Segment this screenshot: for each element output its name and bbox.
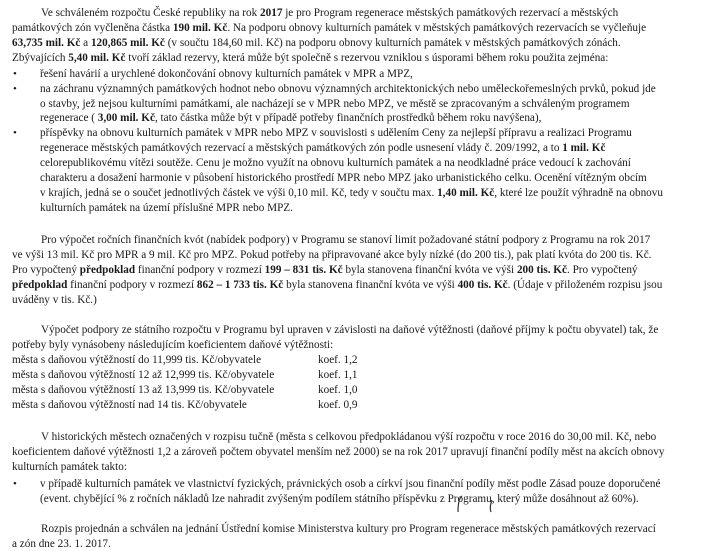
para1-line2: památkových zón vyčleněna částka 190 mil. Kč. Na podporu obnovy kulturních památek v městských památkových rezervacích se vyčleňuje xyxy=(12,22,647,34)
para1-line4: Zbývajících 5,40 mil. Kč tvoří základ rezervy, která může být společně s rezervou vzniklou s úsporami během roku použita zejména: xyxy=(12,52,609,64)
bullet-symbol: • xyxy=(13,83,17,95)
para3-line1: Výpočet podpory ze státního rozpočtu v Programu byl upraven v závislosti na daňové výtěžnosti (daňové příjmy k počtu obyvatel) tak, že xyxy=(41,324,659,336)
para4-line3: kulturních památek takto: xyxy=(12,461,127,473)
coef-row-value: koef. 1,1 xyxy=(318,369,358,381)
para1-line3: 63,735 mil. Kč a 120,865 mil. Kč (v součtu 184,60 mil. Kč) na podporu obnovy kulturních památek v městských památkových zónách. xyxy=(12,37,621,49)
bullet3-line5: v krajích, jedná se o součet jednotlivých částek ve výši 0,10 mil. Kč, tedy v součtu max. 1,40 mil. Kč, které lze použít výhradně na obnovu xyxy=(40,187,663,199)
para2-line5: uváděny v tis. Kč.) xyxy=(12,294,97,306)
coef-row-label: města s daňovou výtěžností 12 až 12,999 tis. Kč/obyvatele xyxy=(12,369,275,381)
bullet-symbol: • xyxy=(13,68,17,80)
bullet2-line2: o stavby, jež nejsou kulturními památkami, ale nacházejí se v MPR nebo MPZ, ve městě se zpracovaným a schváleným programem xyxy=(40,98,630,110)
para4-bullet-line2: (event. chybějící % z ročních nákladů lze nahradit zvýšeným podílem státního příspěvku z Programu, který může dosáhnout až 60%). xyxy=(40,493,639,505)
bullet-symbol: • xyxy=(13,127,17,139)
para3-line2: potřeby byly vynásobeny následujícím koeficientem daňové výtěžnosti: xyxy=(12,339,334,351)
coef-row-label: města s daňovou výtěžností do 11,999 tis. Kč/obyvatele xyxy=(12,354,262,366)
bullet2-line3: regenerace ( 3,00 mil. Kč, tato částka může být v případě potřeby finančních prostředků během roku navýšena), xyxy=(40,112,542,124)
bullet3-line2: regenerace městských památkových rezervací a městských památkových zón podle usnesení vlády č. 209/1992, a to 1 mil. Kč xyxy=(40,142,606,154)
para1-line1: Ve schváleném rozpočtu České republiky na rok 2017 je pro Program regenerace městských památkových rezervací a městských xyxy=(41,7,619,19)
para4-line2: koeficientem daňové výtěžnosti 1,2 a zároveň počtem obyvatel menším než 2000) se na rok 2017 upravují finanční podíly měst na akcích obnovy xyxy=(12,446,665,458)
signature-mark xyxy=(440,490,500,513)
para4-line1: V historických městech označených v rozpisu tučně (města s celkovou předpokládanou výší rozpočtu v roce 2016 do 30,00 mil. Kč, nebo xyxy=(41,431,657,443)
coef-row-label: města s daňovou výtěžností nad 14 tis. Kč/obyvatele xyxy=(12,399,247,411)
para2-line4: předpoklad finanční podpory v rozmezí 862 – 1 733 tis. Kč byla stanovena finanční kvóta ve výši 400 tis. Kč. (Údaje v přiloženém rozpisu jsou xyxy=(12,279,663,291)
coef-row-label: města s daňovou výtěžností 13 až 13,999 tis. Kč/obyvatele xyxy=(12,384,275,396)
para2-line3: Pro vypočtený předpoklad finanční podpory v rozmezí 199 – 831 tis. Kč byla stanovena finanční kvóta ve výši 200 tis. Kč. Pro vypočtený xyxy=(12,264,638,276)
para5-line2: a zón dne 23. 1. 2017. xyxy=(12,538,111,550)
bullet3-line3: celorepublikovému vítězi soutěže. Cenu je možno využít na obnovu kulturních památek a na neodkladné práce vedoucí k zachování xyxy=(40,157,631,169)
coef-row-value: koef. 1,0 xyxy=(318,384,358,396)
coef-row-value: koef. 0,9 xyxy=(318,399,358,411)
para5-line1: Rozpis projednán a schválen na jednání Ústřední komise Ministerstva kultury pro Program regenerace městských památkových rezervací xyxy=(41,523,656,535)
para4-bullet-line1: v případě kulturních památek ve vlastnictví fyzických, právnických osob a církví jsou finanční podíly měst podle Zásad pouze doporučené xyxy=(40,478,661,490)
bullet3-line6: kulturních památek na území příslušné MPR nebo MPZ. xyxy=(40,202,293,214)
coef-row-value: koef. 1,2 xyxy=(318,354,358,366)
bullet1-text: řešení havárií a urychlené dokončování obnovy kulturních památek v MPR a MPZ, xyxy=(40,68,413,80)
para2-line2: ve výši 13 mil. Kč pro MPR a 9 mil. Kč pro MPZ. Pokud potřeby na připravované akce byly nízké (do 200 tis.), pak platí kvóta do 200 tis. Kč. xyxy=(12,249,652,261)
bullet-symbol: • xyxy=(13,478,17,490)
para2-line1: Pro výpočet ročních finančních kvót (nabídek podpory) v Programu se stanoví limit požadované státní podpory z Programu na rok 2017 xyxy=(41,234,651,246)
bullet3-line4: charakteru a dosažení harmonie v působení historického prostředí MPR nebo MPZ jako urbanistického celku. Ocenění vítězným obcím xyxy=(40,172,647,184)
bullet3-line1: příspěvky na obnovu kulturních památek v MPR nebo MPZ v souvislosti s udělením Ceny za nejlepší přípravu a realizaci Programu xyxy=(40,127,632,139)
bullet2-line1: na záchranu významných památkových hodnot nebo obnovu významných architektonických nebo uměleckořemeslných prvků, pokud jde xyxy=(40,83,656,95)
